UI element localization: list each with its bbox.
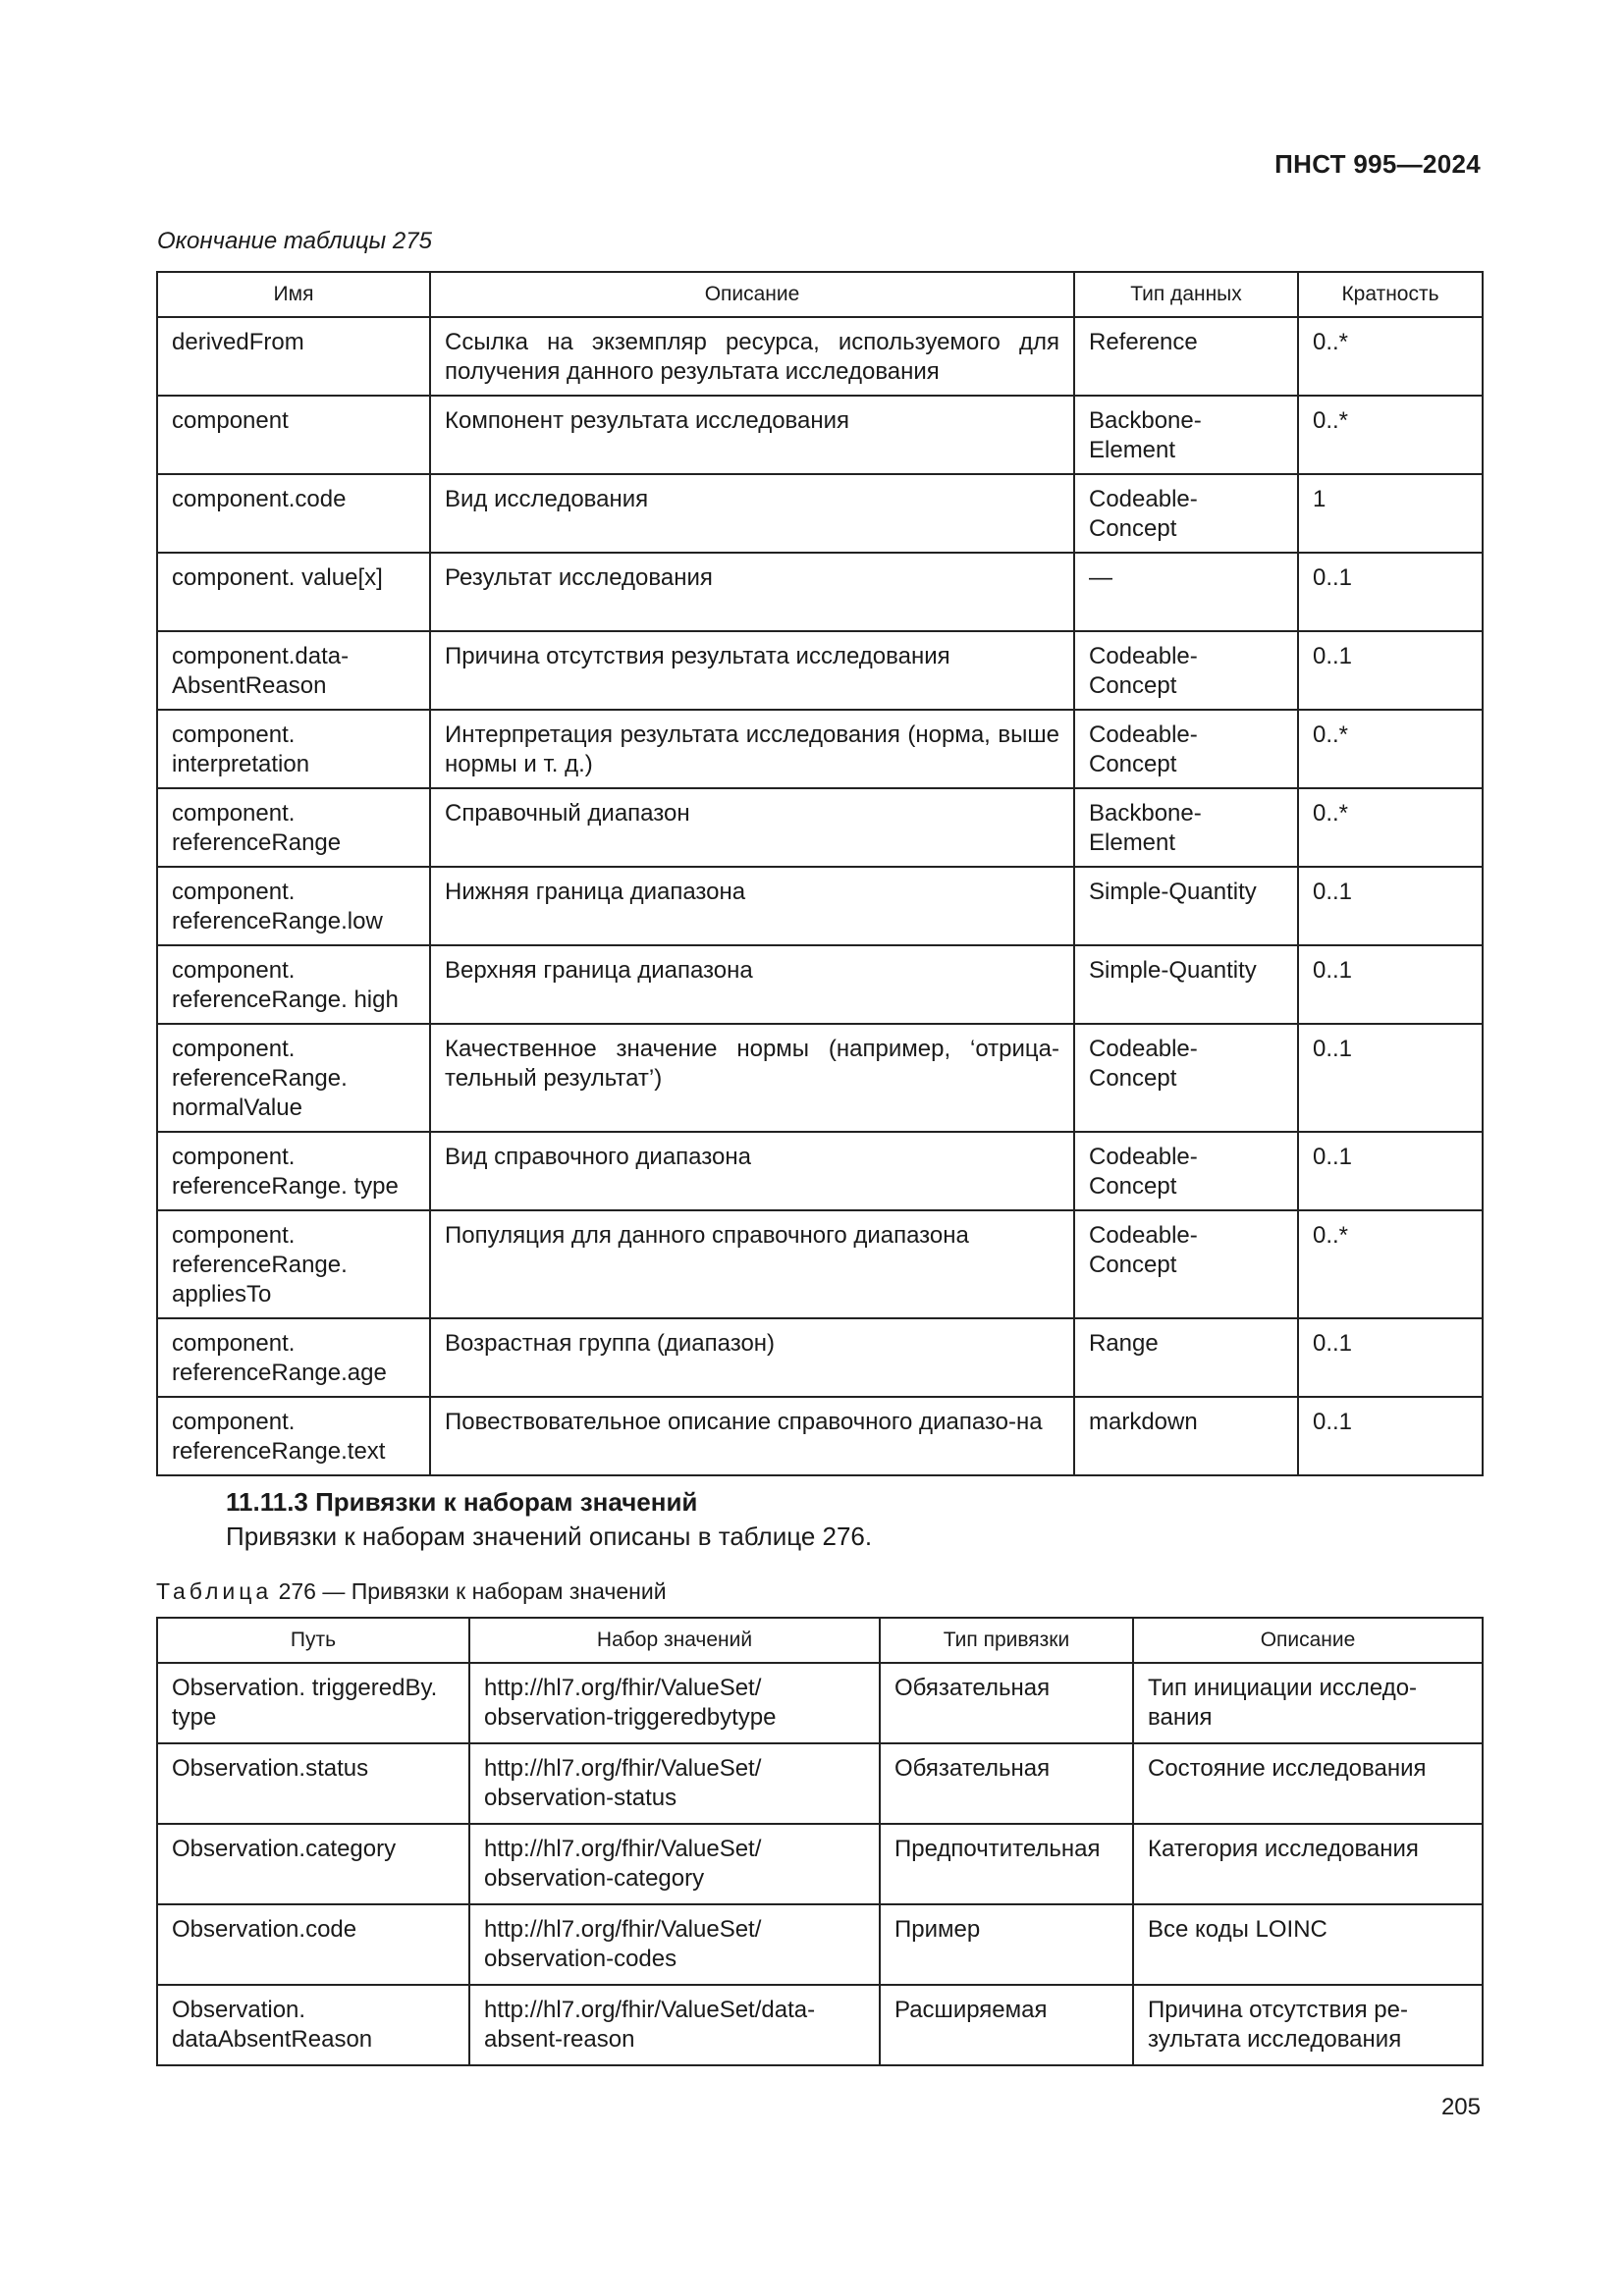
cell-data-type: Codeable- Concept [1074, 710, 1298, 788]
cell-name: derivedFrom [157, 317, 430, 396]
cell-multiplicity: 0..1 [1298, 1318, 1483, 1397]
table-row [157, 1210, 1483, 1318]
table-row [157, 1743, 1483, 1824]
cell-multiplicity: 0..1 [1298, 1132, 1483, 1210]
cell-data-type: Backbone- Element [1074, 788, 1298, 867]
cell-data-type: Simple-Quantity [1074, 945, 1298, 1024]
cell-description: Все коды LOINC [1133, 1904, 1483, 1985]
cell-multiplicity: 0..1 [1298, 867, 1483, 945]
cell-multiplicity: 0..1 [1298, 631, 1483, 710]
table-row [157, 1985, 1483, 2065]
cell-name: component. referenceRange.low [157, 867, 430, 945]
cell-description: Тип инициации исследо- вания [1133, 1663, 1483, 1743]
cell-multiplicity: 0..1 [1298, 1397, 1483, 1475]
cell-name: component. referenceRange [157, 788, 430, 867]
cell-description: Состояние исследования [1133, 1743, 1483, 1824]
table-row [157, 317, 1483, 396]
cell-value-set: http://hl7.org/fhir/ValueSet/ observation-status [469, 1743, 880, 1824]
section-text: Привязки к наборам значений описаны в таблице 276. [226, 1522, 873, 1551]
cell-data-type: Codeable- Concept [1074, 474, 1298, 553]
cell-path: Observation.category [157, 1824, 469, 1904]
cell-data-type: markdown [1074, 1397, 1298, 1475]
cell-description: Популяция для данного справочного диапазона [430, 1210, 1074, 1318]
column-header-value-set: Набор значений [469, 1618, 880, 1663]
cell-name: component. referenceRange. normalValue [157, 1024, 430, 1132]
cell-description: Категория исследования [1133, 1824, 1483, 1904]
table-row [157, 1397, 1483, 1475]
table-row [157, 1318, 1483, 1397]
cell-name: component.code [157, 474, 430, 553]
table-row [157, 1132, 1483, 1210]
cell-data-type: Codeable- Concept [1074, 631, 1298, 710]
cell-description: Причина отсутствия результата исследования [430, 631, 1074, 710]
table-row [157, 1904, 1483, 1985]
table-row [157, 631, 1483, 710]
table-276-title-rest: 276 — Привязки к наборам значений [272, 1578, 667, 1604]
page-number: 205 [1440, 2094, 1481, 2120]
cell-description: Верхняя граница диапазона [430, 945, 1074, 1024]
cell-multiplicity: 0..* [1298, 317, 1483, 396]
table-276-title-word: Таблица [156, 1578, 273, 1604]
table-row [157, 553, 1483, 631]
cell-data-type: — [1074, 553, 1298, 631]
table-header-row [157, 272, 1483, 317]
column-header-binding-type: Тип привязки [880, 1618, 1133, 1663]
table-row [157, 1663, 1483, 1743]
table-row [157, 1824, 1483, 1904]
cell-path: Observation.code [157, 1904, 469, 1985]
cell-path: Observation. dataAbsentReason [157, 1985, 469, 2065]
cell-name: component. referenceRange.text [157, 1397, 430, 1475]
cell-name: component.data- AbsentReason [157, 631, 430, 710]
cell-name: component [157, 396, 430, 474]
cell-multiplicity: 0..* [1298, 396, 1483, 474]
cell-data-type: Simple-Quantity [1074, 867, 1298, 945]
cell-multiplicity: 1 [1298, 474, 1483, 553]
cell-value-set: http://hl7.org/fhir/ValueSet/data- absent-reason [469, 1985, 880, 2065]
cell-description: Компонент результата исследования [430, 396, 1074, 474]
cell-description: Результат исследования [430, 553, 1074, 631]
table-276 [156, 1617, 1484, 2066]
cell-multiplicity: 0..* [1298, 788, 1483, 867]
cell-name: component. interpretation [157, 710, 430, 788]
table-header-row [157, 1618, 1483, 1663]
section-title: 11.11.3 Привязки к наборам значений [226, 1487, 698, 1517]
table-row [157, 710, 1483, 788]
cell-value-set: http://hl7.org/fhir/ValueSet/ observation-codes [469, 1904, 880, 1985]
cell-name: component. referenceRange. appliesTo [157, 1210, 430, 1318]
cell-description: Ссылка на экземпляр ресурса, используемого для получения данного результата исследования [430, 317, 1074, 396]
column-header-data-type: Тип данных [1074, 272, 1298, 317]
document-id: ПНСТ 995—2024 [1274, 149, 1481, 179]
cell-data-type: Codeable- Concept [1074, 1210, 1298, 1318]
cell-path: Observation.status [157, 1743, 469, 1824]
cell-description: Качественное значение нормы (например, ‘отрица-тельный результат’) [430, 1024, 1074, 1132]
cell-multiplicity: 0..* [1298, 710, 1483, 788]
cell-data-type: Backbone- Element [1074, 396, 1298, 474]
cell-value-set: http://hl7.org/fhir/ValueSet/ observation-category [469, 1824, 880, 1904]
cell-path: Observation. triggeredBy. type [157, 1663, 469, 1743]
cell-data-type: Reference [1074, 317, 1298, 396]
column-header-description: Описание [1133, 1618, 1483, 1663]
cell-data-type: Codeable- Concept [1074, 1132, 1298, 1210]
cell-name: component. referenceRange. high [157, 945, 430, 1024]
cell-data-type: Range [1074, 1318, 1298, 1397]
cell-name: component. referenceRange. type [157, 1132, 430, 1210]
cell-value-set: http://hl7.org/fhir/ValueSet/ observation-triggeredbytype [469, 1663, 880, 1743]
table-row [157, 396, 1483, 474]
cell-description: Интерпретация результата исследования (норма, выше нормы и т. д.) [430, 710, 1074, 788]
column-header-path: Путь [157, 1618, 469, 1663]
cell-description: Повествовательное описание справочного диапазо-на [430, 1397, 1074, 1475]
cell-binding-type: Пример [880, 1904, 1133, 1985]
table-275-continuation-caption: Окончание таблицы 275 [157, 228, 432, 254]
column-header-description: Описание [430, 272, 1074, 317]
table-row [157, 1024, 1483, 1132]
cell-description: Вид справочного диапазона [430, 1132, 1074, 1210]
cell-description: Справочный диапазон [430, 788, 1074, 867]
table-row [157, 474, 1483, 553]
table-row [157, 867, 1483, 945]
cell-description: Вид исследования [430, 474, 1074, 553]
cell-description: Причина отсутствия ре- зультата исследования [1133, 1985, 1483, 2065]
column-header-name: Имя [157, 272, 430, 317]
cell-name: component. value[x] [157, 553, 430, 631]
cell-multiplicity: 0..* [1298, 1210, 1483, 1318]
table-row [157, 945, 1483, 1024]
cell-description: Возрастная группа (диапазон) [430, 1318, 1074, 1397]
cell-data-type: Codeable- Concept [1074, 1024, 1298, 1132]
column-header-multiplicity: Кратность [1298, 272, 1483, 317]
cell-multiplicity: 0..1 [1298, 945, 1483, 1024]
cell-description: Нижняя граница диапазона [430, 867, 1074, 945]
cell-binding-type: Расширяемая [880, 1985, 1133, 2065]
cell-binding-type: Обязательная [880, 1743, 1133, 1824]
cell-multiplicity: 0..1 [1298, 1024, 1483, 1132]
cell-binding-type: Предпочтительная [880, 1824, 1133, 1904]
table-276-title [156, 1578, 667, 1605]
cell-name: component. referenceRange.age [157, 1318, 430, 1397]
table-275 [156, 271, 1484, 1476]
table-row [157, 788, 1483, 867]
cell-multiplicity: 0..1 [1298, 553, 1483, 631]
cell-binding-type: Обязательная [880, 1663, 1133, 1743]
